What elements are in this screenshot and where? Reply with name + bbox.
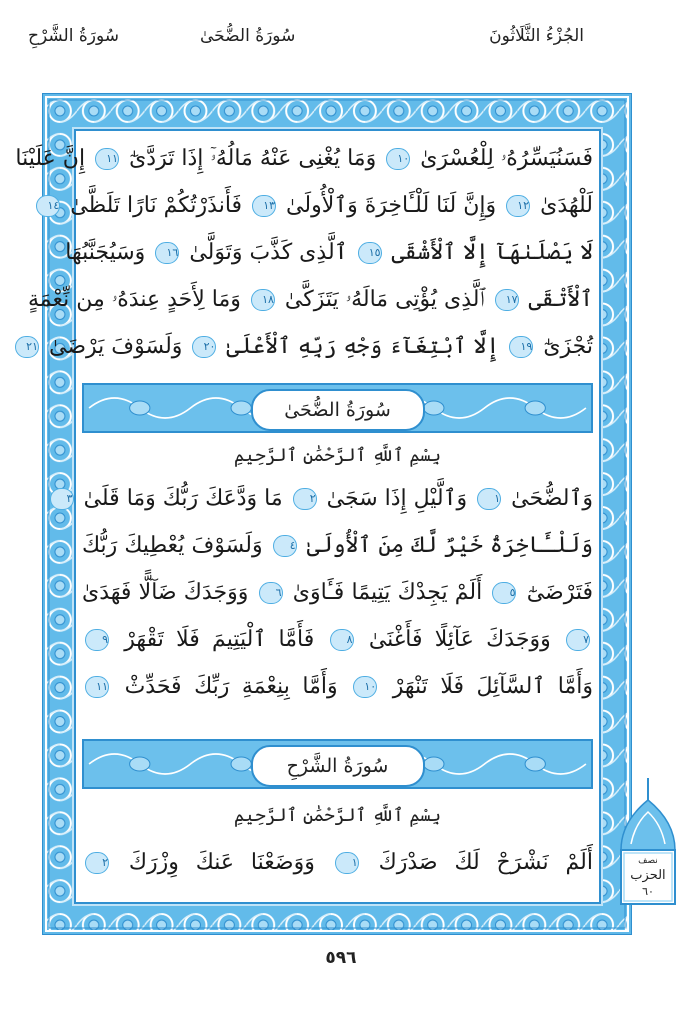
- ayah-number-marker: ١: [477, 488, 501, 510]
- ayah-number-marker: ٣: [50, 488, 74, 510]
- verse-text: وَٱلَّيْلِ إِذَا سَجَىٰ: [326, 486, 468, 511]
- verse-line: [82, 526, 593, 566]
- verse-text: فَأَنذَرْتُكُمْ نَارًا تَلَظَّىٰ: [70, 193, 243, 218]
- verse-text: فَسَنُيَسِّرُهُۥ لِلْعُسْرَىٰ: [420, 146, 593, 171]
- ayah-number-marker: ١٦: [155, 242, 179, 264]
- ayah-number-marker: ١: [335, 852, 359, 874]
- verse-line: [26, 327, 593, 367]
- basmala: [76, 801, 599, 831]
- verse-text: فَأَمَّا ٱلْيَتِيمَ فَلَا تَقْهَرْ: [124, 627, 315, 652]
- verse-line: [28, 280, 593, 320]
- verse-line: [82, 620, 593, 660]
- verse-text: وَإِنَّ لَنَا لَلْـَٔاخِرَةَ وَٱلْأُولَىٰ: [286, 193, 497, 218]
- ayah-number-marker: ٥: [492, 582, 516, 604]
- verse-text: لَلْهُدَىٰ: [540, 193, 593, 218]
- ayah-number-marker: ٩: [85, 629, 109, 651]
- hizb-marker: [617, 778, 679, 906]
- surah-banner-sharh: [82, 739, 593, 789]
- verse-text: أَلَمْ يَجِدْكَ يَتِيمًا فَـَٔاوَىٰ: [292, 580, 483, 605]
- ayah-number-marker: ٢: [85, 852, 109, 874]
- verse-line: [47, 186, 593, 226]
- ayah-number-marker: ١١: [85, 676, 109, 698]
- ayah-number-marker: ١٣: [252, 195, 276, 217]
- ayah-number-marker: ٧: [566, 629, 590, 651]
- ayah-number-marker: ١١: [95, 148, 119, 170]
- basmala-text: بِسْمِ ٱللَّهِ ٱلرَّحْمَٰنِ ٱلرَّحِيمِ: [233, 805, 441, 826]
- ayah-number-marker: ١٢: [506, 195, 530, 217]
- verse-text: وَسَيُجَنَّبُهَا: [65, 240, 146, 265]
- current-surah-label: سُورَةُ الضُّحَىٰ: [200, 26, 296, 46]
- ayah-number-marker: ١٩: [509, 336, 533, 358]
- ornamental-frame: [15, 93, 632, 935]
- verse-text: مَا وَدَّعَكَ رَبُّكَ وَمَا قَلَىٰ: [83, 486, 283, 511]
- text-area: [15, 129, 601, 904]
- verse-line: [65, 233, 593, 273]
- verse-text: وَلَسَوْفَ يَرْضَىٰ: [49, 334, 183, 359]
- verse-text: ٱلْأَتْقَى: [528, 287, 593, 312]
- juz-label: الجُزْءُ الثَّلَاثُونَ: [489, 26, 584, 46]
- verse-text: إِلَّا ٱبْتِغَآءَ وَجْهِ رَبِّهِ ٱلْأَعْلَىٰ: [226, 334, 500, 359]
- verse-text: فَتَرْضَىٰٓ: [526, 580, 594, 605]
- verse-text: تُجْزَىٰٓ: [543, 334, 593, 359]
- verse-text: وَوَجَدَكَ ضَآلًّا فَهَدَىٰ: [82, 580, 249, 605]
- verse-text: وَلَلْـَٔاخِرَةُ خَيْرٌ لَّكَ مِنَ ٱلْأُولَىٰ: [306, 533, 593, 558]
- verse-text: وَمَا لِأَحَدٍ عِندَهُۥ مِن نِّعْمَةٍ: [28, 287, 241, 312]
- verse-text: ٱلَّذِى كَذَّبَ وَتَوَلَّىٰ: [189, 240, 348, 265]
- ayah-number-marker: ١٥: [358, 242, 382, 264]
- basmala: [76, 441, 599, 471]
- verse-line: [82, 667, 593, 707]
- surah-title: سُورَةُ الضُّحَىٰ: [251, 389, 425, 431]
- ayah-number-marker: ٤: [273, 535, 297, 557]
- verse-line: [82, 843, 593, 883]
- next-surah-label: سُورَةُ الشَّرْحِ: [28, 26, 119, 46]
- page-number: ٥٩٦: [325, 948, 357, 968]
- verse-text: وَوَضَعْنَا عَنكَ وِزْرَكَ: [128, 850, 315, 875]
- ayah-number-marker: ١٨: [251, 289, 275, 311]
- ayah-number-marker: ١٠: [386, 148, 410, 170]
- verse-text: أَلَمْ نَشْرَحْ لَكَ صَدْرَكَ: [378, 850, 593, 875]
- ayah-number-marker: ٦: [259, 582, 283, 604]
- verse-text: وَٱلضُّحَىٰ: [511, 486, 593, 511]
- verse-text: وَمَا يُغْنِى عَنْهُ مَالُهُۥٓ إِذَا تَرَدَّىٰٓ: [129, 146, 377, 171]
- verse-text: إِنَّ عَلَيْنَا: [15, 146, 86, 171]
- ayah-number-marker: ١٧: [495, 289, 519, 311]
- hizb-label-top: نصف: [638, 856, 658, 866]
- ayah-number-marker: ٨: [330, 629, 354, 651]
- verse-text: وَأَمَّا ٱلسَّآئِلَ فَلَا تَنْهَرْ: [392, 674, 594, 699]
- verse-line: [15, 139, 593, 179]
- hizb-label: الحزب: [630, 868, 666, 883]
- surah-banner-duha: [82, 383, 593, 433]
- ayah-number-marker: ٢: [293, 488, 317, 510]
- verse-text: وَأَمَّا بِنِعْمَةِ رَبِّكَ فَحَدِّثْ: [124, 674, 338, 699]
- verse-text: وَوَجَدَكَ عَآئِلًا فَأَغْنَىٰ: [368, 627, 551, 652]
- verse-line: [82, 573, 593, 613]
- ayah-number-marker: ٢٠: [192, 336, 216, 358]
- ayah-number-marker: ١٠: [353, 676, 377, 698]
- hizb-number: ٦٠: [642, 885, 654, 898]
- verse-line: [66, 479, 593, 519]
- verse-text: ٱلَّذِى يُؤْتِى مَالَهُۥ يَتَزَكَّىٰ: [284, 287, 485, 312]
- ayah-number-marker: ١٤: [36, 195, 60, 217]
- basmala-text: بِسْمِ ٱللَّهِ ٱلرَّحْمَٰنِ ٱلرَّحِيمِ: [233, 445, 441, 466]
- verse-text: وَلَسَوْفَ يُعْطِيكَ رَبُّكَ: [82, 533, 263, 558]
- surah-title: سُورَةُ الشَّرْحِ: [251, 745, 425, 787]
- verse-text: لَا يَصْلَىٰهَآ إِلَّا ٱلْأَشْقَى: [391, 240, 593, 265]
- ayah-number-marker: ٢١: [15, 336, 39, 358]
